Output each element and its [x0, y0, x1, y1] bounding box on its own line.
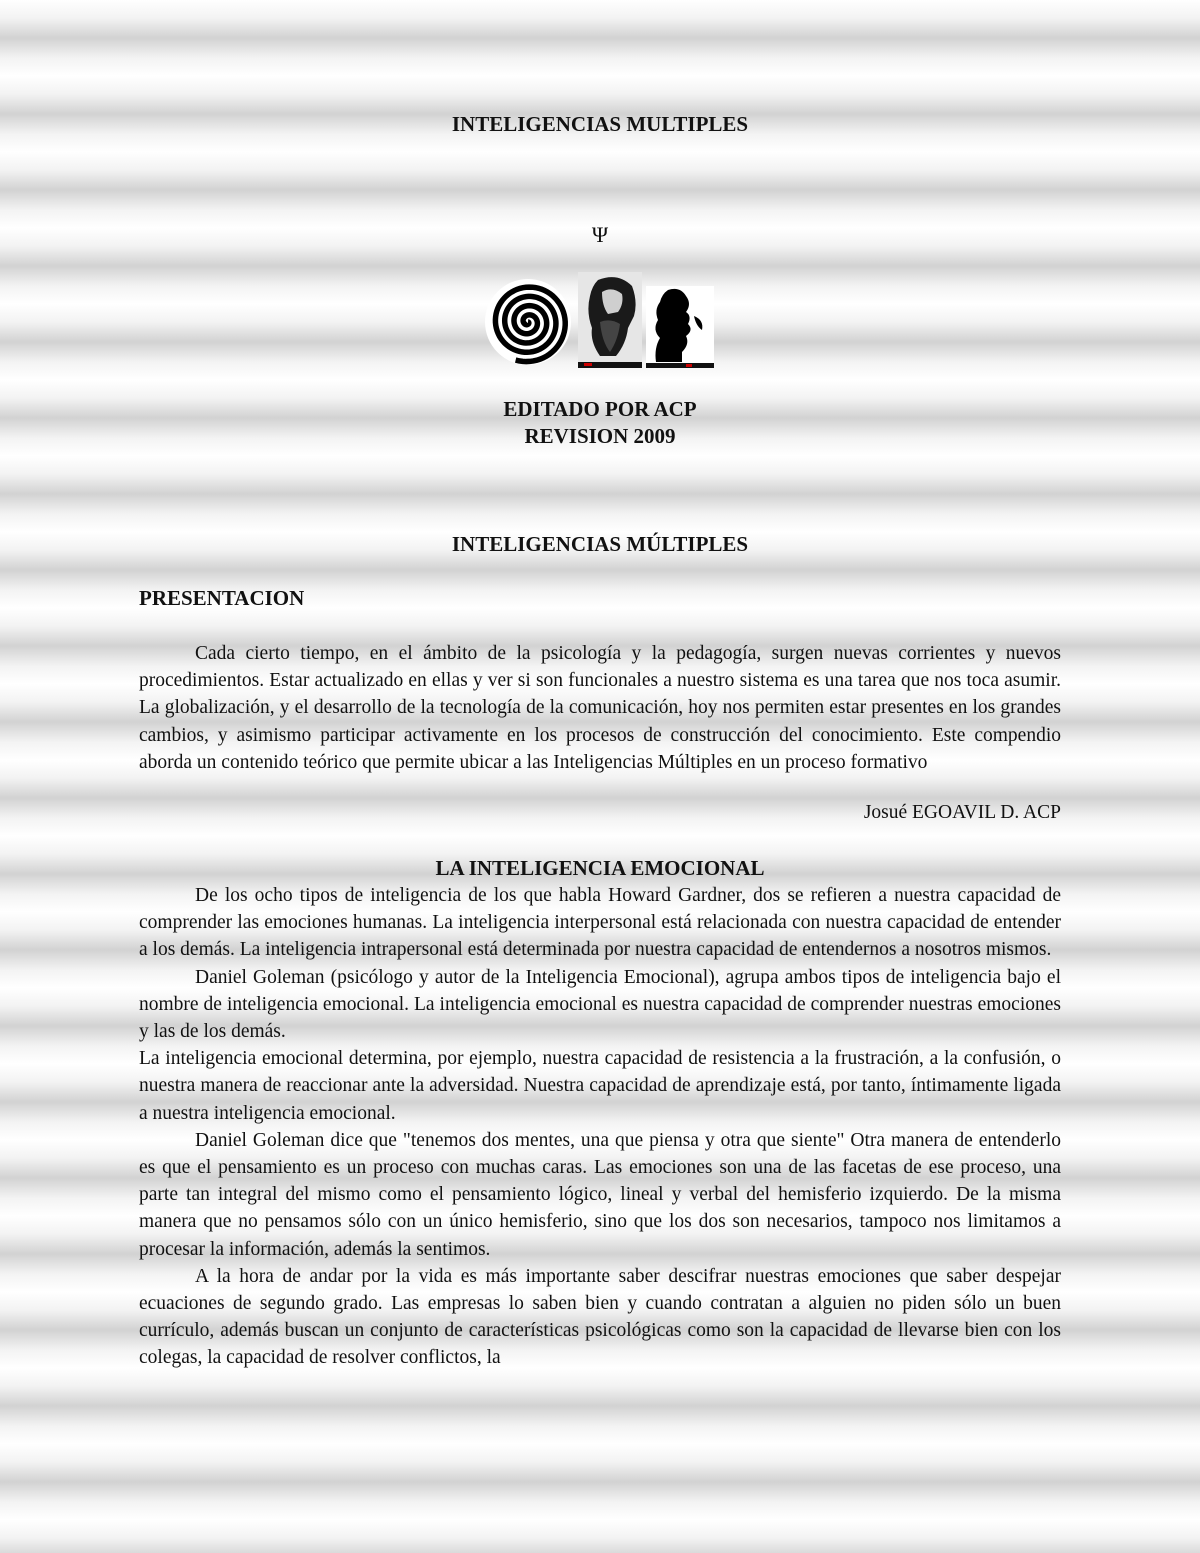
emotional-body [139, 882, 1061, 1372]
freud-portrait-icon [578, 272, 642, 368]
section-title: INTELIGENCIAS MÚLTIPLES [451, 532, 749, 556]
logo-images [484, 272, 716, 370]
presentation-heading: PRESENTACION [139, 586, 305, 610]
body-paragraph: De los ocho tipos de inteligencia de los que habla Howard Gardner, dos se refieren a nuestra capacidad de comprender las emociones humanas. La inteligencia interpersonal está relacionada con nuestra capacidad de entender a los demás. La inteligencia intrapersonal está determinada por nuestra capacidad de entendernos a nosotros mismos. [139, 885, 1061, 961]
body-paragraph: Daniel Goleman (psicólogo y autor de la Inteligencia Emocional), agrupa ambos tipos de inteligencia bajo el nombre de inteligencia emocional. La inteligencia emocional es nuestra capacidad de comprender nuestras emociones y las de los demás. [139, 966, 1061, 1043]
body-paragraph: Daniel Goleman dice que "tenemos dos mentes, una que piensa y otra que siente" Otra manera de entenderlo es que el pensamiento es un proceso con muchas caras. Las emociones son una de las facetas de ese proceso, una parte tan integral del mismo como el pensamiento lógico, lineal y verbal del hemisferio izquierdo. De la misma manera que no pensamos sólo con un único hemisferio, sino que los dos son necesarios, tampoco nos limitamos a procesar la información, además la sentimos. [139, 1129, 1061, 1260]
author-signature: Josué EGOAVIL D. ACP [863, 802, 1061, 823]
psi-symbol: Ψ [591, 222, 609, 247]
document-title: INTELIGENCIAS MULTIPLES [451, 112, 749, 136]
document-page [139, 0, 1061, 1553]
presentation-paragraph: Cada cierto tiempo, en el ámbito de la psicología y la pedagogía, surgen nuevas corrientes y nuevos procedimientos. Estar actualizado en ellas y ver si son funcionales a nuestro sistema es una tarea que nos toca asumir. La globalización, y el desarrollo de la tecnología de la comunicación, hoy nos permiten estar presentes en los grandes cambios, y asimismo participar activamente en los procesos de construcción del conocimiento. Este compendio aborda un contenido teórico que permite ubicar a las Inteligencias Múltiples en un proceso formativo [139, 643, 1061, 773]
emotional-heading: LA INTELIGENCIA EMOCIONAL [435, 856, 765, 880]
spiral-icon [484, 278, 572, 366]
body-paragraph: La inteligencia emocional determina, por ejemplo, nuestra capacidad de resistencia a la frustración, a la confusión, o nuestra manera de reaccionar ante la adversidad. Nuestra capacidad de aprendizaje está, por tanto, íntimamente ligada a nuestra inteligencia emocional. [139, 1048, 1061, 1124]
silhouette-illusion-icon [646, 286, 714, 368]
body-paragraph: A la hora de andar por la vida es más importante saber descifrar nuestras emociones que saber despejar ecuaciones de segundo grado. Las empresas lo saben bien y cuando contratan a alguien no piden sólo un buen currículo, además buscan un conjunto de características psicológicas como son la capacidad de llevarse bien con los colegas, la capacidad de resolver conflictos, la [139, 1265, 1061, 1369]
edition-info [139, 396, 1061, 450]
edited-by: EDITADO POR ACP [503, 397, 697, 421]
revision: REVISION 2009 [524, 424, 676, 448]
